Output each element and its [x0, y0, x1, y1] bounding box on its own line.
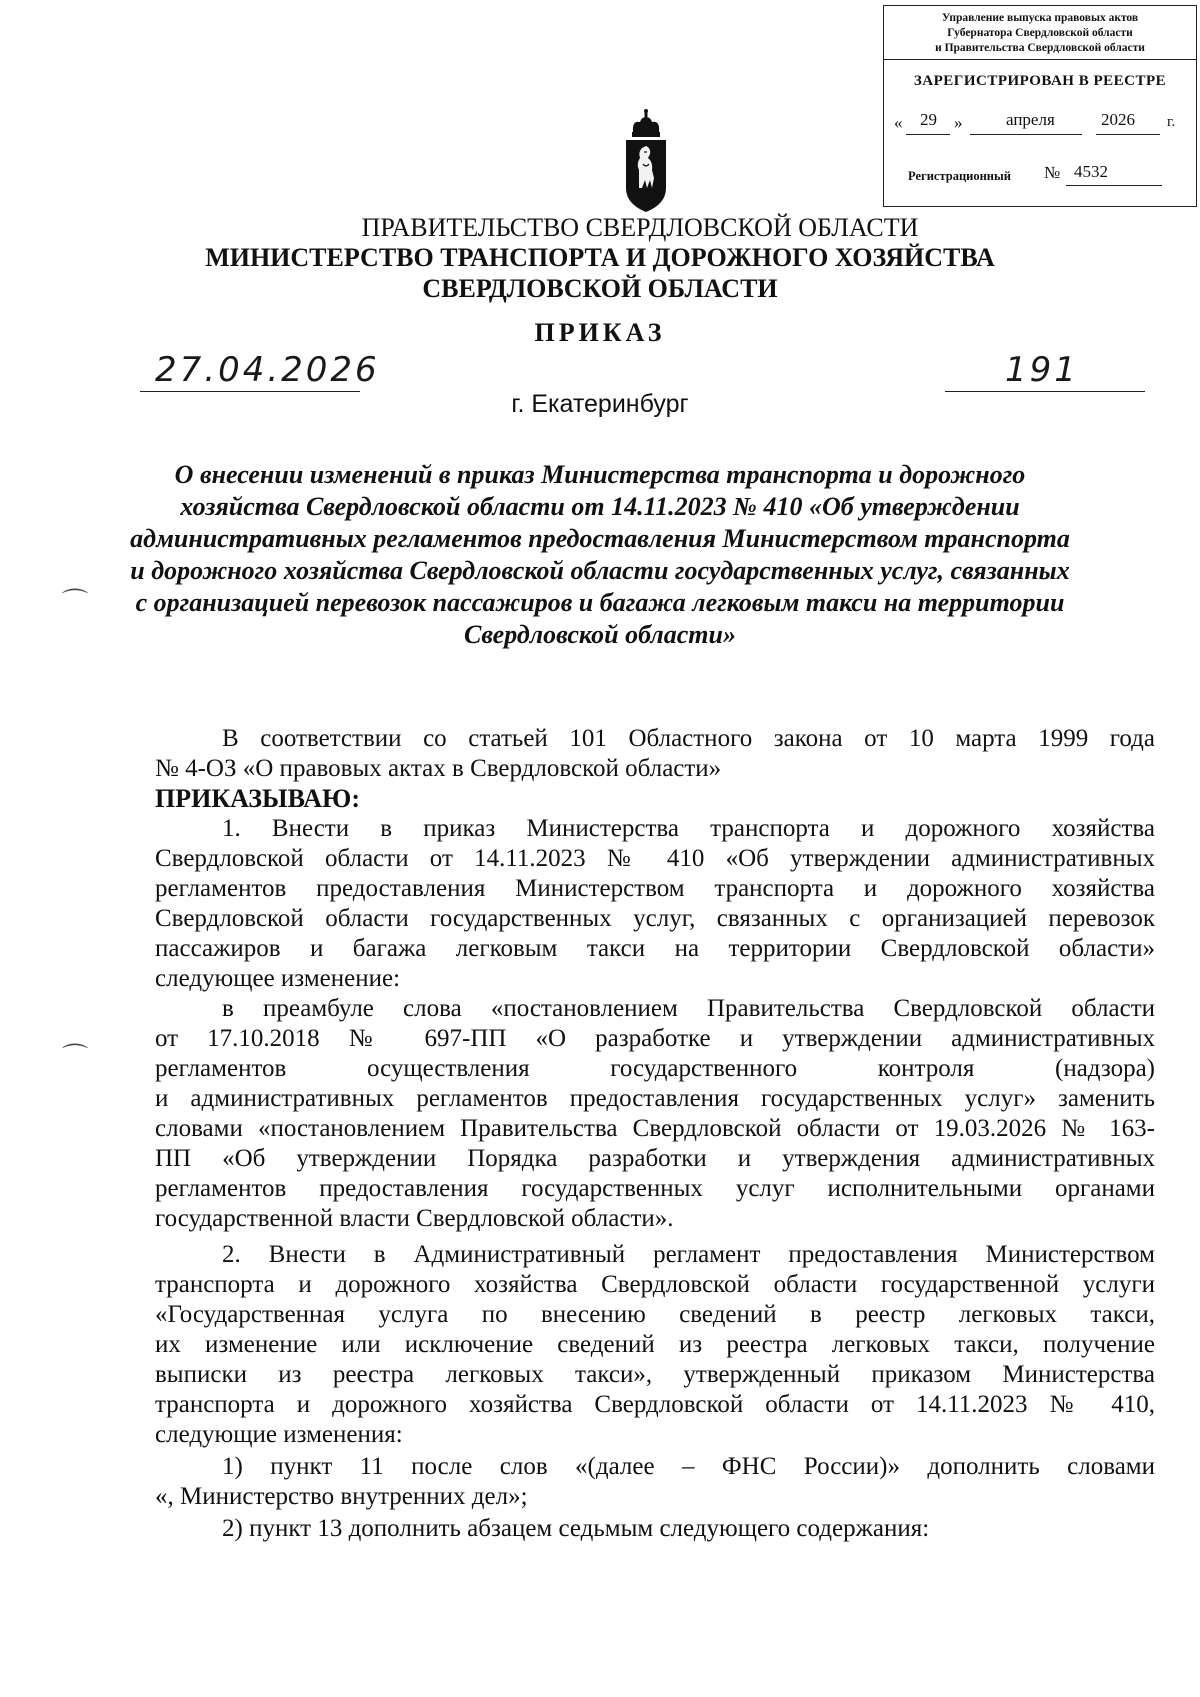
year-underline [1096, 134, 1160, 135]
ministry-name-line1: МИНИСТЕРСТВО ТРАНСПОРТА И ДОРОЖНОГО ХОЗЯЙСТВА [205, 243, 995, 272]
order-title-line: с организацией перевозок пассажиров и багажа легковым такси на территории [135, 588, 1065, 617]
body-line: выписки из реестра легковых такси», утвержденный приказом Министерства [155, 1361, 1155, 1388]
registration-year: 2026 [1101, 110, 1135, 129]
month-underline [970, 134, 1082, 135]
document-type: ПРИКАЗ [534, 318, 666, 347]
body-line: государственной власти Свердловской области». [155, 1205, 674, 1232]
registration-title: ЗАРЕГИСТРИРОВАН В РЕЕСТРЕ [913, 73, 1167, 89]
order-title-line: и дорожного хозяйства Свердловской области государственных услуг, связанных [130, 556, 1070, 585]
body-line: регламентов предоставления Министерством транспорта и дорожного хозяйства [155, 875, 1155, 902]
registration-header [884, 6, 1196, 60]
quote-close: » [954, 113, 963, 132]
city: г. Екатеринбург [511, 390, 689, 418]
body-line: транспорта и дорожного хозяйства Свердловской области государственной услуги [155, 1271, 1155, 1298]
body-line: 1) пункт 11 после слов «(далее – ФНС России)» дополнить словами [222, 1453, 1155, 1480]
year-suffix: г. [1167, 114, 1176, 130]
body-line: Свердловской области от 14.11.2023 № 410 «Об утверждении административных [155, 845, 1155, 872]
registration-day: 29 [920, 110, 937, 129]
order-title-line: административных регламентов предоставления Министерством транспорта [130, 524, 1070, 553]
body-line: транспорта и дорожного хозяйства Свердловской области от 14.11.2023 № 410, [155, 1391, 1155, 1418]
body-line: В соответствии со статьей 101 Областного закона от 10 марта 1999 года [222, 725, 1155, 752]
registration-number: 4532 [1074, 162, 1108, 181]
order-title-line: О внесении изменений в приказ Министерства транспорта и дорожного [174, 460, 1026, 489]
body-line: «Государственная услуга по внесению сведений в реестр легковых такси, [155, 1301, 1155, 1328]
registration-number-label: Регистрационный [908, 169, 1011, 183]
ministry-name-line2: СВЕРДЛОВСКОЙ ОБЛАСТИ [422, 274, 778, 303]
body-line: словами «постановлением Правительства Свердловской области от 19.03.2026 № 163- [155, 1115, 1155, 1142]
body-line: регламентов предоставления государственных услуг исполнительными органами [155, 1175, 1155, 1202]
body-line: и административных регламентов предоставления государственных услуг» заменить [155, 1085, 1155, 1112]
body-line: ПП «Об утверждении Порядка разработки и утверждения административных [155, 1145, 1155, 1172]
scan-mark: ⌒ [62, 1043, 89, 1072]
body-line: следующее изменение: [155, 965, 401, 992]
body-line: «, Министерство внутренних дел»; [155, 1483, 528, 1510]
day-underline [906, 134, 950, 135]
body-line: Свердловской области государственных услуг, связанных с организацией перевозок [155, 905, 1155, 932]
registration-header-line: Управление выпуска правовых актов [941, 12, 1139, 24]
quote-open: « [894, 113, 903, 132]
registration-header-line: и Правительства Свердловской области [935, 42, 1145, 54]
order-title-line: Свердловской области» [464, 620, 736, 649]
order-title-line: хозяйства Свердловской области от 14.11.2023 № 410 «Об утверждении [180, 492, 1020, 521]
order-number-handwritten: 191 [1005, 350, 1079, 390]
registration-stamp [883, 5, 1197, 207]
order-date-handwritten: 27.04.2026 [155, 350, 380, 390]
number-sign: № [1044, 163, 1061, 182]
body-line: № 4-ОЗ «О правовых актах в Свердловской области» [155, 755, 722, 782]
body-line: их изменение или исключение сведений из реестра легковых такси, получение [155, 1331, 1155, 1358]
body-line: в преамбуле слова «постановлением Правительства Свердловской области [222, 995, 1155, 1022]
coat-of-arms-icon [620, 108, 672, 216]
body-line: регламентов осуществления государственного контроля (надзора) [155, 1055, 1155, 1082]
body-line: следующие изменения: [155, 1421, 403, 1448]
body-line: 2) пункт 13 дополнить абзацем седьмым следующего содержания: [222, 1515, 930, 1542]
body-line: пассажиров и багажа легковым такси на территории Свердловской области» [155, 935, 1155, 962]
registration-header-line: Губернатора Свердловской области [947, 27, 1133, 39]
body-line: от 17.10.2018 № 697-ПП «О разработке и утверждении административных [155, 1025, 1155, 1052]
scan-mark: ⌒ [62, 588, 89, 617]
registration-month: апреля [1006, 110, 1055, 129]
body-line-directive: ПРИКАЗЫВАЮ: [155, 784, 360, 813]
body-line: 1. Внести в приказ Министерства транспорта и дорожного хозяйства [222, 815, 1155, 842]
body-line: 2. Внести в Административный регламент предоставления Министерством [222, 1241, 1155, 1268]
government-name: ПРАВИТЕЛЬСТВО СВЕРДЛОВСКОЙ ОБЛАСТИ [361, 213, 919, 242]
number-underline [1066, 185, 1162, 186]
